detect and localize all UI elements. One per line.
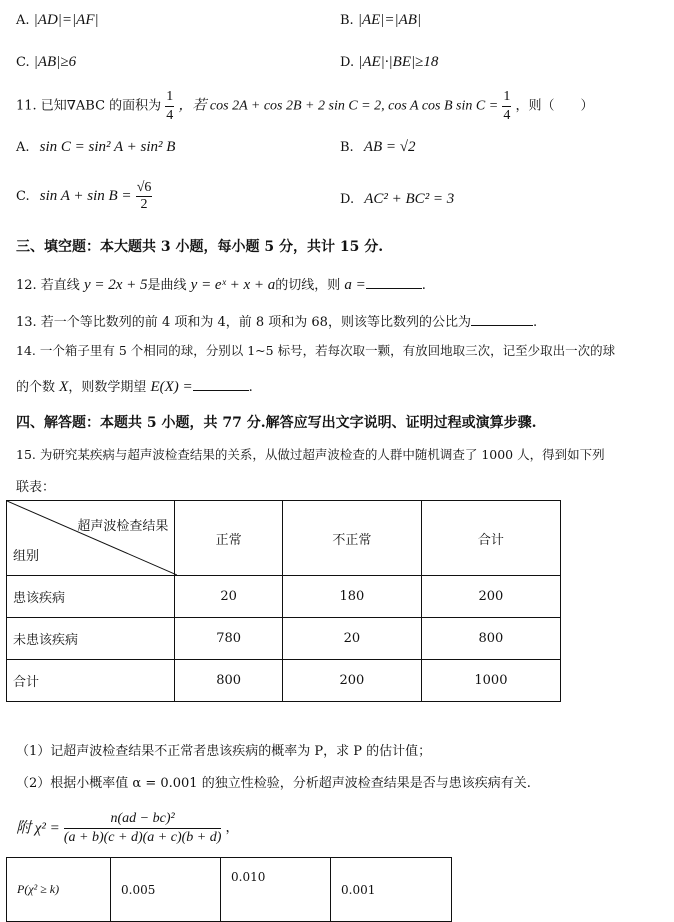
table-cell: 1000 [421, 660, 560, 702]
critical-value-table [6, 857, 452, 922]
q13-answer-blank[interactable] [471, 313, 533, 326]
section3-heading: 三、填空题：本大题共 3 小题，每小题 5 分，共计 15 分. [16, 239, 384, 255]
table2-head: P(χ² ≥ k) [7, 858, 111, 922]
q11-option-c-denominator: 2 [140, 197, 148, 212]
formula-prefix: 附 χ² = [16, 820, 60, 837]
q11-option-d [340, 191, 454, 208]
table-row [7, 858, 452, 922]
table-row-label: 患该疾病 [7, 576, 175, 618]
q11-value-fraction [502, 88, 511, 125]
q11-option-a [16, 139, 175, 156]
q12-text-b: 是曲线 [147, 278, 191, 293]
q14-line2 [16, 376, 253, 396]
diag-top-label: 超声波检查结果 [77, 519, 169, 534]
table2-cell: 0.001 [331, 858, 452, 922]
contingency-table [6, 500, 561, 702]
formula-fraction [64, 810, 222, 847]
q10-option-c-label: C. [16, 55, 30, 70]
q10-option-a-expr: |AD|=|AF| [33, 12, 99, 28]
q11-option-b [340, 139, 416, 156]
q11-stem-part-b: ，若 cos 2A + cos 2B + 2 sin C = 2, cos A cos B sin C = [178, 98, 499, 114]
q11-option-c-label: C. [16, 189, 30, 204]
q10-option-b-label: B. [340, 13, 354, 28]
q11-area-fraction [165, 88, 174, 125]
table-row [7, 576, 561, 618]
q12-line-expr: y = 2x + 5 [83, 277, 148, 293]
table-cell: 20 [175, 576, 283, 618]
table-row-label: 合计 [7, 660, 175, 702]
q10-option-d-label: D. [340, 55, 355, 70]
q14-text-b: ，则数学期望 [68, 380, 151, 395]
q11-option-c-expr: sin A + sin B = [39, 188, 132, 204]
table-row [7, 618, 561, 660]
q14-end: . [248, 380, 253, 395]
q10-option-c [16, 54, 76, 71]
q12-text-a: 12. 若直线 [16, 278, 84, 293]
q10-option-c-expr: |AB|≥6 [33, 54, 77, 70]
table-row-label: 未患该疾病 [7, 618, 175, 660]
q10-option-b [340, 12, 421, 29]
table-cell: 20 [282, 618, 421, 660]
chi-square-formula [16, 810, 239, 847]
q14-line1: 14. 一个箱子里有 5 个相同的球，分别以 1~5 标号，若每次取一颗，有放回地取三次，记至少取出一次的球 [16, 343, 616, 358]
q15-line2: 联表： [16, 480, 56, 495]
q15-part1: （1）记超声波检查结果不正常者患该疾病的概率为 P，求 P 的估计值； [16, 744, 432, 759]
formula-denominator: (a + b)(c + d)(a + c)(b + d) [63, 830, 222, 845]
table-col-header: 不正常 [282, 501, 421, 576]
q12-answer-blank[interactable] [366, 276, 422, 289]
table-cell: 800 [421, 618, 560, 660]
q11-option-b-expr: AB = √2 [363, 139, 416, 155]
table-diagonal-header [7, 501, 175, 576]
q10-option-a [16, 12, 99, 29]
q11-option-a-expr: sin C = sin² A + sin² B [39, 139, 176, 155]
q11-stem-part-a: 11. 已知∇ABC 的面积为 [16, 98, 162, 114]
q14-text-a: 的个数 [16, 380, 60, 395]
table-col-header: 正常 [175, 501, 283, 576]
table-header-row [7, 501, 561, 576]
q12-end: . [421, 278, 426, 293]
q12-curve-expr: y = eˣ + x + a [190, 277, 276, 293]
q15-line1: 15. 为研究某疾病与超声波检查结果的关系，从做过超声波检查的人群中随机调查了 1000 人，得到如下列 [16, 447, 605, 462]
q11-option-c-numerator: √6 [136, 180, 152, 195]
q10-option-b-expr: |AE|=|AB| [357, 12, 422, 28]
q14-answer-blank[interactable] [193, 378, 249, 391]
table-col-header: 合计 [421, 501, 560, 576]
table-cell: 200 [282, 660, 421, 702]
q12 [16, 274, 426, 294]
q12-text-c: 的切线，则 [275, 278, 345, 293]
q11-value-numerator: 1 [502, 88, 511, 107]
q11-stem-part-c: ，则（ ） [515, 98, 594, 114]
q11-stem [16, 88, 593, 125]
q11-area-numerator: 1 [165, 88, 174, 107]
q12-var: a = [344, 277, 366, 293]
table2-cell: 0.010 [221, 858, 331, 922]
q11-option-c [16, 180, 152, 213]
q11-area-denominator: 4 [166, 108, 174, 123]
q13-end: . [532, 315, 538, 330]
q14-expectation: E(X) = [150, 379, 193, 395]
table2-cell: 0.005 [111, 858, 221, 922]
q10-option-d-expr: |AE|·|BE|≥18 [358, 54, 439, 70]
section4-heading: 四、解答题：本题共 5 小题，共 77 分.解答应写出文字说明、证明过程或演算步骤. [16, 415, 537, 431]
q13-text: 13. 若一个等比数列的前 4 项和为 4，前 8 项和为 68，则该等比数列的公比为 [16, 315, 471, 330]
q13 [16, 311, 537, 330]
q11-option-c-fraction [136, 180, 153, 213]
q10-option-a-label: A. [16, 13, 30, 28]
table-row [7, 660, 561, 702]
diag-bottom-label: 组别 [13, 549, 40, 564]
table-cell: 200 [421, 576, 560, 618]
formula-numerator: n(ad − bc)² [64, 810, 222, 829]
q10-option-d [340, 54, 438, 71]
q11-option-a-label: A. [16, 140, 30, 155]
q11-option-b-label: B. [340, 140, 354, 155]
q14-var: X [59, 379, 69, 395]
table-cell: 180 [282, 576, 421, 618]
table-cell: 800 [175, 660, 283, 702]
q11-option-d-label: D. [340, 192, 355, 207]
formula-end: ， [225, 820, 239, 836]
q11-value-denominator: 4 [503, 108, 511, 123]
table-cell: 780 [175, 618, 283, 660]
q11-option-d-expr: AC² + BC² = 3 [364, 191, 455, 207]
q15-part2: （2）根据小概率值 α = 0.001 的独立性检验，分析超声波检查结果是否与患该疾病有关. [16, 776, 531, 791]
